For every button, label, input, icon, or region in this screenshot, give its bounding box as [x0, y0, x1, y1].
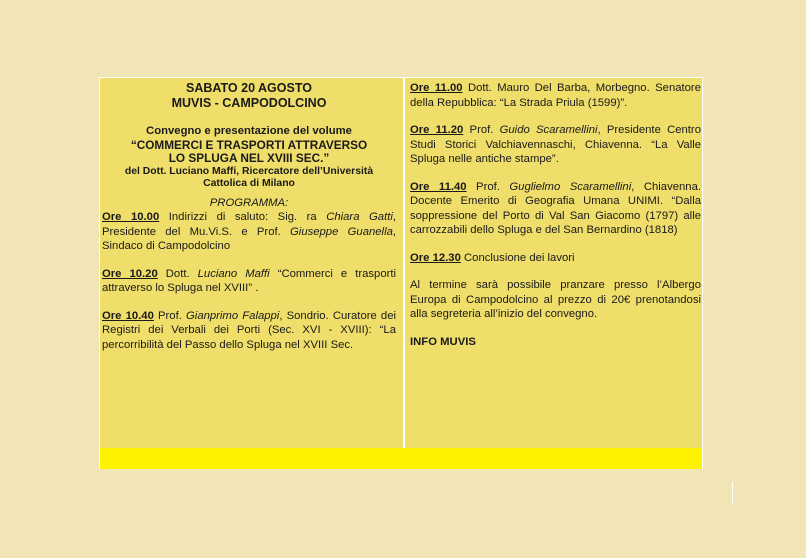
- event-flyer: [99, 77, 703, 469]
- book-author-line-1: del Dott. Luciano Maffi, Ricercatore dell’Università: [124, 165, 374, 177]
- book-title-line-1: “COMMERCI E TRASPORTI ATTRAVERSO: [130, 137, 368, 152]
- program-time: Ore 11.20: [410, 124, 464, 136]
- program-time: Ore 10.20: [102, 267, 158, 280]
- program-item: Ore 10.20 Dott. Luciano Maffi “Commerci e trasporti attraverso lo Spluga nel XVIII” .: [102, 267, 397, 294]
- event-intro: Convegno e presentazione del volume: [146, 125, 352, 137]
- left-column: [102, 81, 396, 352]
- program-item: Ore 10.00 Indirizzi di saluto: Sig. ra Chiara Gatti, Presidente del Mu.Vi.S. e Prof. Giuseppe Guanella, Sindaco di Campodolcino: [102, 211, 396, 252]
- program-time: Ore 10.40: [102, 309, 154, 322]
- program-time: Ore 12.30: [410, 251, 461, 264]
- program-item: Ore 11.40 Prof. Guglielmo Scaramellini, Chiavenna. Docente Emerito di Geografia Umana UNIMI. “Dalla soppressione del Porto di Val San Giacomo (1797) alle carrozzabili dello Spluga e del San Bernardino (1818): [410, 180, 701, 236]
- column-divider: [403, 78, 405, 450]
- program-time: Ore 11.00: [410, 82, 463, 94]
- speaker-name: Luciano Maffi: [197, 267, 270, 280]
- program-time: Ore 11.40: [410, 180, 467, 193]
- program-item: Ore 10.40 Prof. Gianprimo Falappi, Sondrio. Curatore dei Registri dei Verbali dei Porti (Sec. XVI - XVIII): “La percorribilità del Passo dello Spluga nel XVIII Sec.: [102, 309, 396, 351]
- program-time: Ore 10.00: [102, 211, 160, 223]
- speaker-name: Chiara Gatti: [326, 211, 393, 223]
- speaker-name: Guglielmo Scaramellini: [509, 180, 632, 193]
- speaker-name: Gianprimo Falappi: [186, 309, 280, 322]
- program-item: Ore 12.30 Conclusione dei lavori: [410, 251, 575, 264]
- right-column: [410, 81, 701, 349]
- program-item: Ore 11.20 Prof. Guido Scaramellini, Presidente Centro Studi Storici Valchiavennaschi, Chiavenna. “La Valle Spluga nelle antiche stampe”.: [410, 124, 701, 165]
- book-title-line-2: LO SPLUGA NEL XVIII SEC.”: [168, 151, 330, 165]
- info-contact: INFO MUVIS: [410, 335, 476, 348]
- event-date: SABATO 20 AGOSTO: [186, 81, 312, 95]
- program-item: Ore 11.00 Dott. Mauro Del Barba, Morbegno. Senatore della Repubblica: “La Strada Priula (1599)”.: [410, 82, 701, 109]
- speaker-name: Giuseppe Guanella: [290, 225, 393, 238]
- book-author-line-2: Cattolica di Milano: [203, 177, 295, 189]
- bottom-strip: [100, 448, 702, 469]
- speaker-name: Guido Scaramellini: [499, 124, 598, 136]
- closing-note: Al termine sarà possibile pranzare presso l’Albergo Europa di Campodolcino al prezzo di 20€ prenotandosi alla segreteria all’inizio del convegno.: [410, 279, 701, 320]
- edge-marker: [732, 482, 733, 504]
- program-heading: PROGRAMMA:: [209, 196, 289, 209]
- event-venue: MUVIS - CAMPODOLCINO: [171, 95, 327, 110]
